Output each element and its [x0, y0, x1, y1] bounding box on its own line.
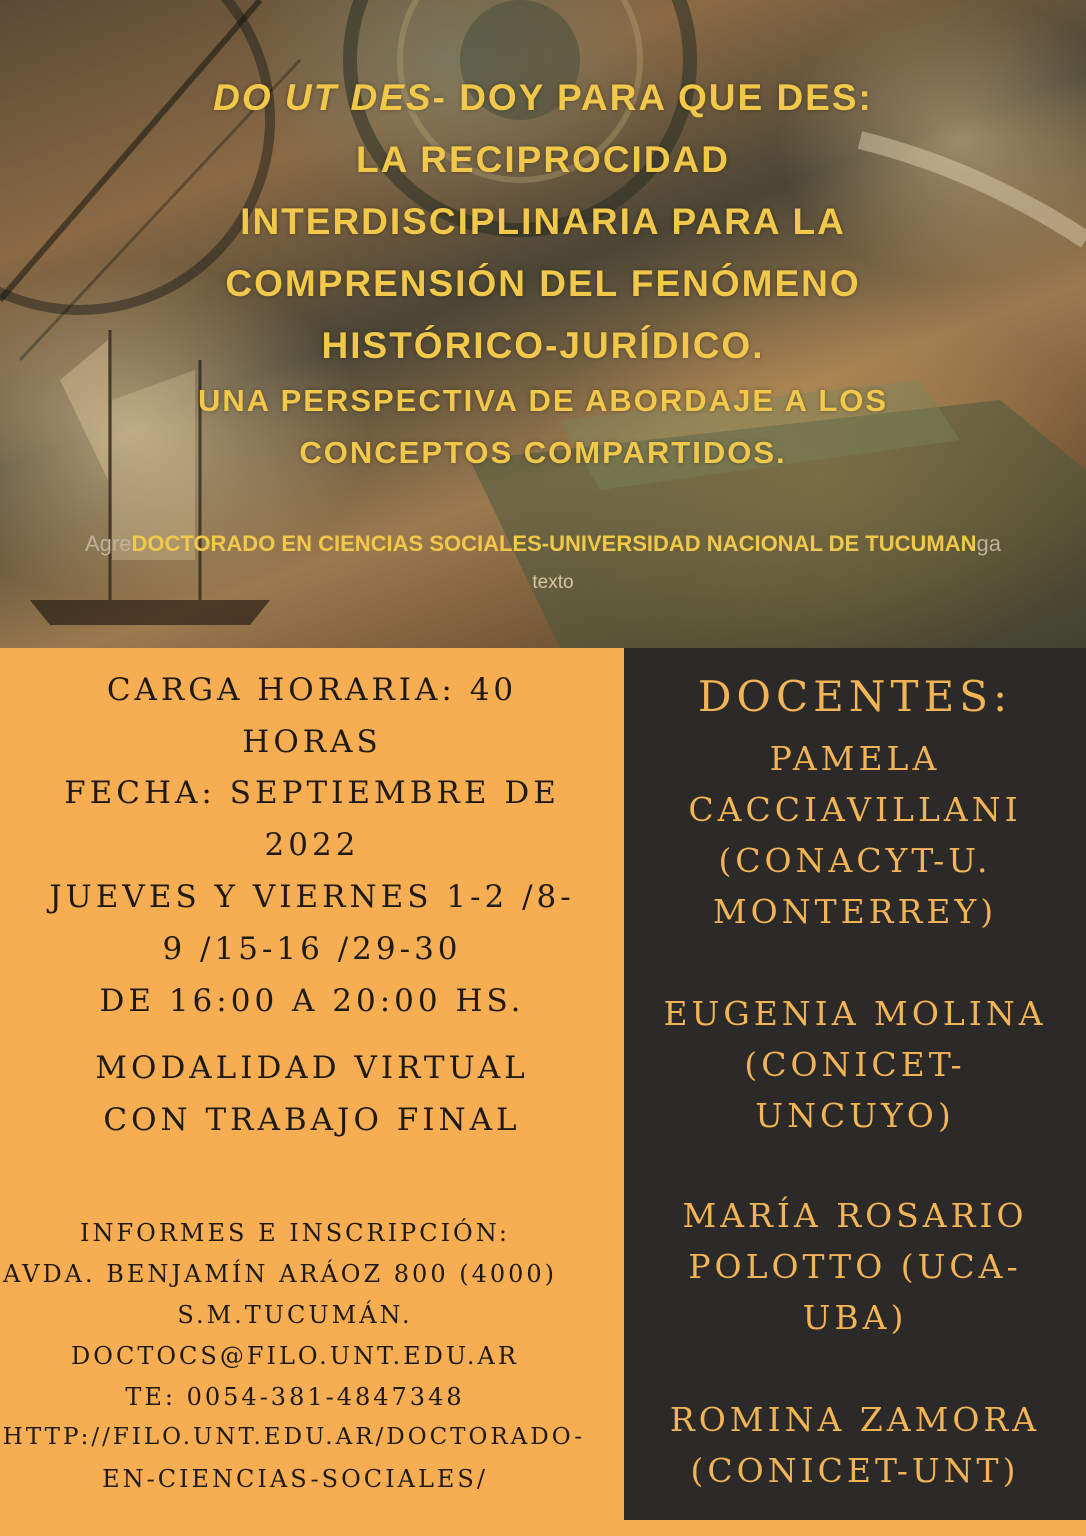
info-line: MODALIDAD VIRTUAL	[95, 1050, 529, 1086]
title-line-2: LA RECIPROCIDAD	[356, 139, 730, 180]
teachers-heading: DOCENTES:	[697, 672, 1013, 721]
contact-phone: TE: 0054-381-4847348	[125, 1383, 465, 1411]
subtitle-line-1: UNA PERSPECTIVA DE ABORDAJE A LOS	[197, 383, 889, 418]
info-line: CARGA HORARIA: 40	[106, 672, 518, 708]
info-line: FECHA: SEPTIEMBRE DE	[64, 775, 560, 811]
hero-banner	[0, 0, 1086, 648]
info-line: 2022	[264, 827, 360, 863]
organization-name: DOCTORADO EN CIENCIAS SOCIALES-UNIVERSIDAD NACIONAL DE TUCUMAN	[131, 531, 977, 556]
contact-city: S.M.TUCUMÁN.	[177, 1301, 413, 1329]
placeholder-fragment-right: ga	[976, 531, 1001, 556]
info-line: CON TRABAJO FINAL	[103, 1102, 521, 1138]
contact-address: AVDA. BENJAMÍN ARÁOZ 800 (4000)	[2, 1260, 558, 1288]
teacher-line: (CONACYT-U.	[718, 841, 992, 880]
title-line-5: HISTÓRICO-JURÍDICO.	[321, 325, 765, 366]
teacher-line: UNCUYO)	[755, 1096, 955, 1135]
contact-url: HTTP://FILO.UNT.EDU.AR/DOCTORADO-	[2, 1424, 586, 1450]
teachers-panel	[624, 648, 1086, 1520]
teacher-line: PAMELA	[769, 739, 941, 778]
teacher-line: ROMINA ZAMORA	[669, 1400, 1041, 1439]
title-line-1-rest: - DOY PARA QUE DES:	[432, 77, 873, 118]
teacher-line: (CONICET-UNT)	[690, 1451, 1020, 1490]
teacher-line: MONTERREY)	[712, 892, 998, 931]
teacher-line: CACCIAVILLANI	[688, 790, 1022, 829]
info-line: DE 16:00 A 20:00 HS.	[99, 983, 525, 1019]
organization-line	[0, 531, 1086, 557]
contact-email: DOCTOCS@FILO.UNT.EDU.AR	[71, 1342, 519, 1370]
subtitle-line-2: CONCEPTOS COMPARTIDOS.	[299, 435, 787, 470]
teacher-line: (CONICET-	[744, 1045, 966, 1084]
contact-heading: INFORMES E INSCRIPCIÓN:	[80, 1219, 510, 1247]
teacher-line: MARÍA ROSARIO	[682, 1196, 1028, 1235]
info-line: 9 /15-16 /29-30	[162, 931, 462, 967]
teacher-line: POLOTTO (UCA-	[688, 1247, 1022, 1286]
course-info-panel	[0, 648, 624, 1536]
contact-url-continued: EN-CIENCIAS-SOCIALES/	[102, 1465, 488, 1493]
title-line-1	[0, 77, 1086, 119]
title-italic-prefix: DO UT DES	[213, 77, 433, 118]
title-line-3: INTERDISCIPLINARIA PARA LA	[240, 201, 846, 242]
placeholder-fragment-below: texto	[532, 572, 574, 593]
teacher-line: EUGENIA MOLINA	[663, 994, 1047, 1033]
placeholder-fragment-left: Agre	[85, 531, 132, 556]
info-line: JUEVES Y VIERNES 1-2 /8-	[49, 879, 575, 915]
title-line-4: COMPRENSIÓN DEL FENÓMENO	[225, 263, 861, 304]
info-line: HORAS	[242, 724, 382, 760]
teacher-line: UBA)	[802, 1298, 908, 1337]
